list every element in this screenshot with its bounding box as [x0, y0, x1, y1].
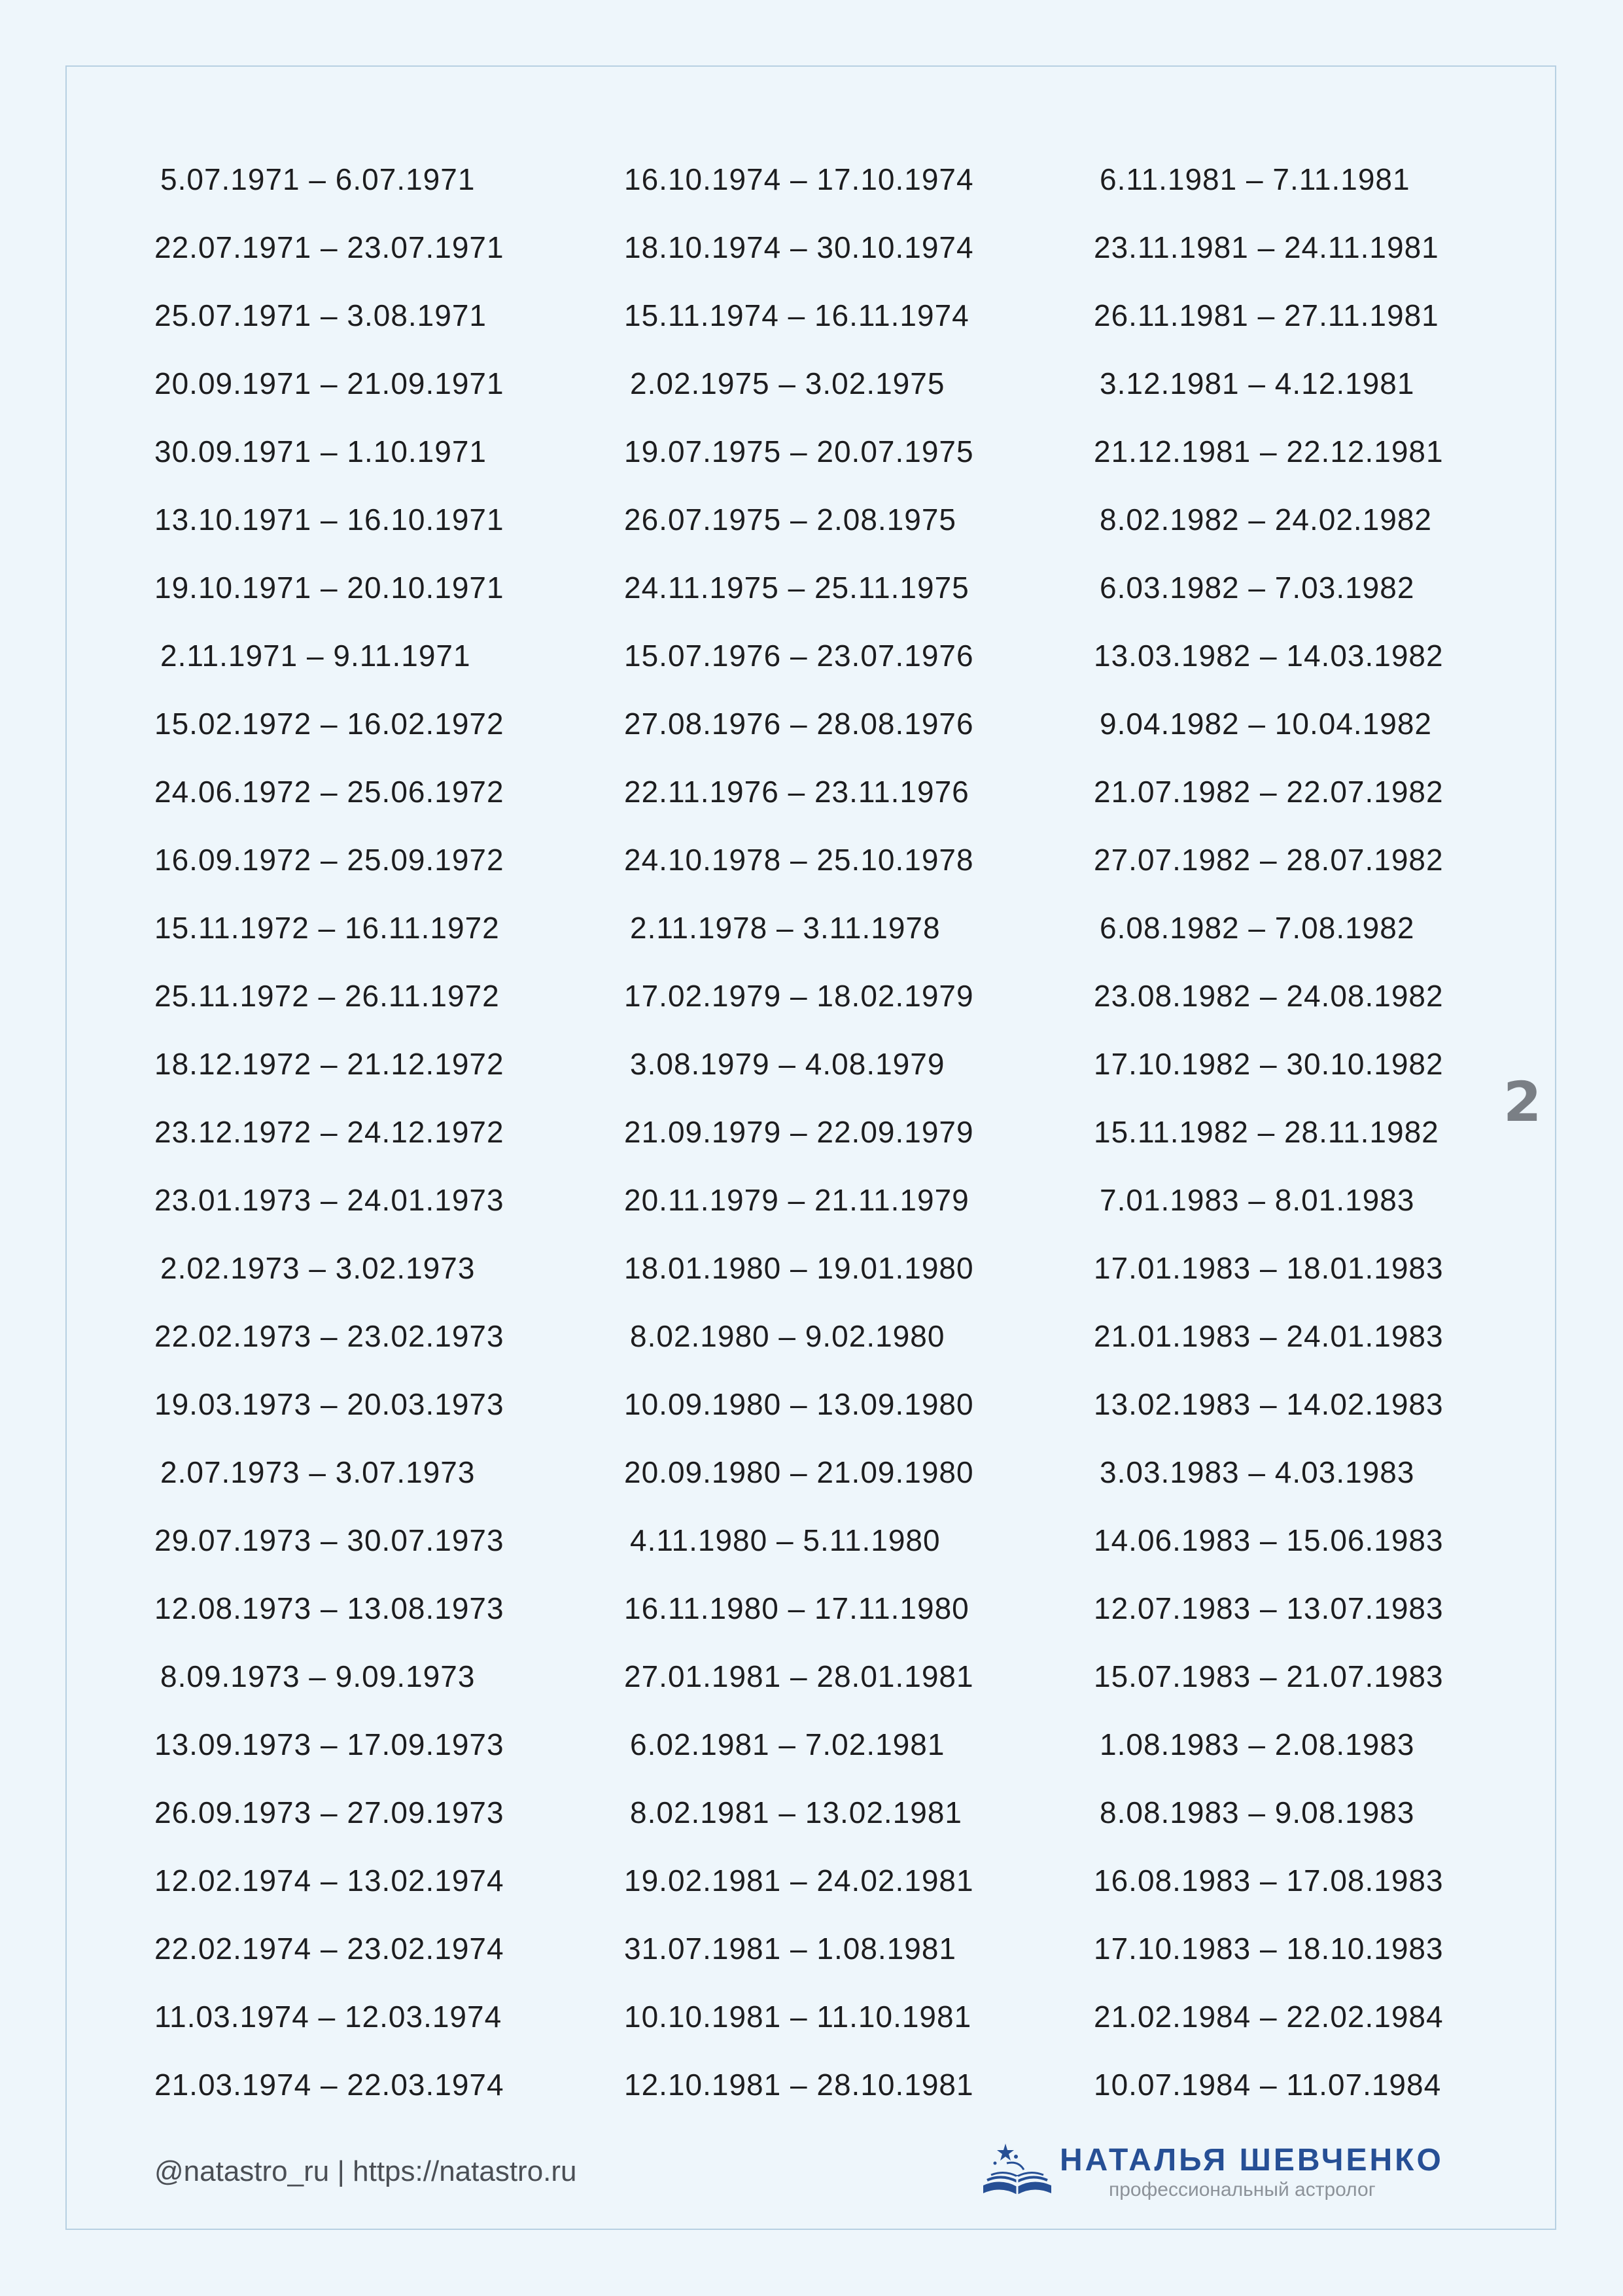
date-range-item: 15.11.1982 – 28.11.1982: [1094, 1115, 1439, 1149]
date-range-item: 8.02.1980 – 9.02.1980: [630, 1319, 945, 1353]
date-range-item: 14.06.1983 – 15.06.1983: [1094, 1523, 1444, 1557]
date-range-item: 20.09.1971 – 21.09.1971: [154, 366, 504, 400]
date-range-item: 24.10.1978 – 25.10.1978: [624, 843, 974, 877]
date-range-item: 12.10.1981 – 28.10.1981: [624, 2068, 974, 2102]
date-range-item: 8.02.1982 – 24.02.1982: [1100, 503, 1433, 537]
page-number: 2: [1503, 1070, 1542, 1134]
date-range-item: 16.09.1972 – 25.09.1972: [154, 843, 504, 877]
date-range-item: 10.07.1984 – 11.07.1984: [1094, 2068, 1442, 2102]
date-range-item: 15.07.1976 – 23.07.1976: [624, 639, 974, 673]
date-range-item: 15.07.1983 – 21.07.1983: [1094, 1659, 1444, 1693]
date-range-item: 8.09.1973 – 9.09.1973: [160, 1659, 476, 1693]
date-range-column-2: [624, 145, 974, 2119]
date-range-item: 24.06.1972 – 25.06.1972: [154, 775, 504, 809]
date-range-item: 20.09.1980 – 21.09.1980: [624, 1455, 974, 1489]
date-range-item: 10.09.1980 – 13.09.1980: [624, 1387, 974, 1421]
date-range-item: 25.11.1972 – 26.11.1972: [154, 979, 500, 1013]
date-range-item: 21.01.1983 – 24.01.1983: [1094, 1319, 1444, 1353]
date-range-item: 3.03.1983 – 4.03.1983: [1100, 1455, 1415, 1489]
date-range-item: 19.07.1975 – 20.07.1975: [624, 434, 974, 468]
date-range-item: 2.07.1973 – 3.07.1973: [160, 1455, 476, 1489]
date-range-item: 2.11.1978 – 3.11.1978: [630, 911, 941, 945]
date-range-item: 6.02.1981 – 7.02.1981: [630, 1727, 945, 1761]
date-range-item: 12.07.1983 – 13.07.1983: [1094, 1591, 1444, 1625]
date-range-item: 23.08.1982 – 24.08.1982: [1094, 979, 1444, 1013]
footer-links: @natastro_ru | https://natastro.ru: [154, 2155, 577, 2187]
date-range-item: 4.11.1980 – 5.11.1980: [630, 1523, 941, 1557]
date-range-item: 18.10.1974 – 30.10.1974: [624, 230, 974, 264]
date-range-item: 30.09.1971 – 1.10.1971: [154, 434, 487, 468]
date-range-item: 12.02.1974 – 13.02.1974: [154, 1863, 504, 1898]
date-range-item: 15.11.1972 – 16.11.1972: [154, 911, 500, 945]
open-book-star-icon: [978, 2134, 1056, 2206]
date-range-item: 6.08.1982 – 7.08.1982: [1100, 911, 1415, 945]
date-range-item: 19.03.1973 – 20.03.1973: [154, 1387, 504, 1421]
date-range-item: 13.02.1983 – 14.02.1983: [1094, 1387, 1444, 1421]
date-range-item: 19.10.1971 – 20.10.1971: [154, 571, 504, 605]
date-range-item: 13.10.1971 – 16.10.1971: [154, 503, 504, 537]
date-range-item: 8.08.1983 – 9.08.1983: [1100, 1795, 1415, 1829]
brand-name: НАТАЛЬЯ ШЕВЧЕНКО: [1060, 2143, 1444, 2178]
date-range-item: 6.03.1982 – 7.03.1982: [1100, 571, 1415, 605]
date-range-item: 31.07.1981 – 1.08.1981: [624, 1932, 957, 1966]
date-range-item: 5.07.1971 – 6.07.1971: [160, 162, 476, 196]
date-range-item: 16.08.1983 – 17.08.1983: [1094, 1863, 1444, 1898]
date-range-column-1: [154, 145, 504, 2119]
date-range-item: 18.12.1972 – 21.12.1972: [154, 1047, 504, 1081]
date-range-item: 27.01.1981 – 28.01.1981: [624, 1659, 974, 1693]
date-range-item: 26.07.1975 – 2.08.1975: [624, 503, 957, 537]
date-range-item: 3.08.1979 – 4.08.1979: [630, 1047, 945, 1081]
date-range-item: 22.11.1976 – 23.11.1976: [624, 775, 969, 809]
date-range-item: 27.08.1976 – 28.08.1976: [624, 707, 974, 741]
date-range-item: 23.11.1981 – 24.11.1981: [1094, 230, 1439, 264]
date-range-item: 6.11.1981 – 7.11.1981: [1100, 162, 1410, 196]
date-range-item: 13.09.1973 – 17.09.1973: [154, 1727, 504, 1761]
date-range-item: 22.02.1973 – 23.02.1973: [154, 1319, 504, 1353]
date-range-item: 9.04.1982 – 10.04.1982: [1100, 707, 1433, 741]
date-range-item: 2.02.1975 – 3.02.1975: [630, 366, 945, 400]
date-range-item: 21.02.1984 – 22.02.1984: [1094, 2000, 1444, 2034]
date-range-item: 17.10.1982 – 30.10.1982: [1094, 1047, 1444, 1081]
date-range-item: 25.07.1971 – 3.08.1971: [154, 298, 487, 332]
brand-logo-block: [978, 2134, 1475, 2206]
date-range-column-3: [1094, 145, 1444, 2119]
date-range-item: 29.07.1973 – 30.07.1973: [154, 1523, 504, 1557]
date-range-item: 22.02.1974 – 23.02.1974: [154, 1932, 504, 1966]
date-range-item: 17.01.1983 – 18.01.1983: [1094, 1251, 1444, 1285]
date-range-item: 19.02.1981 – 24.02.1981: [624, 1863, 974, 1898]
date-range-item: 15.11.1974 – 16.11.1974: [624, 298, 969, 332]
date-range-item: 26.09.1973 – 27.09.1973: [154, 1795, 504, 1829]
date-range-item: 21.07.1982 – 22.07.1982: [1094, 775, 1444, 809]
date-range-item: 15.02.1972 – 16.02.1972: [154, 707, 504, 741]
date-range-item: 23.12.1972 – 24.12.1972: [154, 1115, 504, 1149]
date-range-item: 2.02.1973 – 3.02.1973: [160, 1251, 476, 1285]
date-range-item: 21.12.1981 – 22.12.1981: [1094, 434, 1444, 468]
date-range-item: 11.03.1974 – 12.03.1974: [154, 2000, 502, 2034]
date-range-item: 8.02.1981 – 13.02.1981: [630, 1795, 963, 1829]
date-range-item: 23.01.1973 – 24.01.1973: [154, 1183, 504, 1217]
date-range-item: 2.11.1971 – 9.11.1971: [160, 639, 471, 673]
date-range-item: 12.08.1973 – 13.08.1973: [154, 1591, 504, 1625]
date-range-item: 1.08.1983 – 2.08.1983: [1100, 1727, 1415, 1761]
date-range-item: 17.02.1979 – 18.02.1979: [624, 979, 974, 1013]
date-range-item: 20.11.1979 – 21.11.1979: [624, 1183, 969, 1217]
date-range-item: 13.03.1982 – 14.03.1982: [1094, 639, 1444, 673]
date-range-item: 21.03.1974 – 22.03.1974: [154, 2068, 504, 2102]
date-range-item: 17.10.1983 – 18.10.1983: [1094, 1932, 1444, 1966]
brand-subtitle: профессиональный астролог: [1109, 2179, 1376, 2200]
date-range-item: 3.12.1981 – 4.12.1981: [1100, 366, 1415, 400]
date-range-item: 27.07.1982 – 28.07.1982: [1094, 843, 1444, 877]
date-range-item: 16.10.1974 – 17.10.1974: [624, 162, 974, 196]
date-range-item: 24.11.1975 – 25.11.1975: [624, 571, 969, 605]
date-range-item: 21.09.1979 – 22.09.1979: [624, 1115, 974, 1149]
date-range-item: 16.11.1980 – 17.11.1980: [624, 1591, 969, 1625]
date-range-item: 22.07.1971 – 23.07.1971: [154, 230, 504, 264]
date-range-item: 7.01.1983 – 8.01.1983: [1100, 1183, 1415, 1217]
date-range-item: 26.11.1981 – 27.11.1981: [1094, 298, 1439, 332]
date-range-item: 10.10.1981 – 11.10.1981: [624, 2000, 972, 2034]
date-range-item: 18.01.1980 – 19.01.1980: [624, 1251, 974, 1285]
